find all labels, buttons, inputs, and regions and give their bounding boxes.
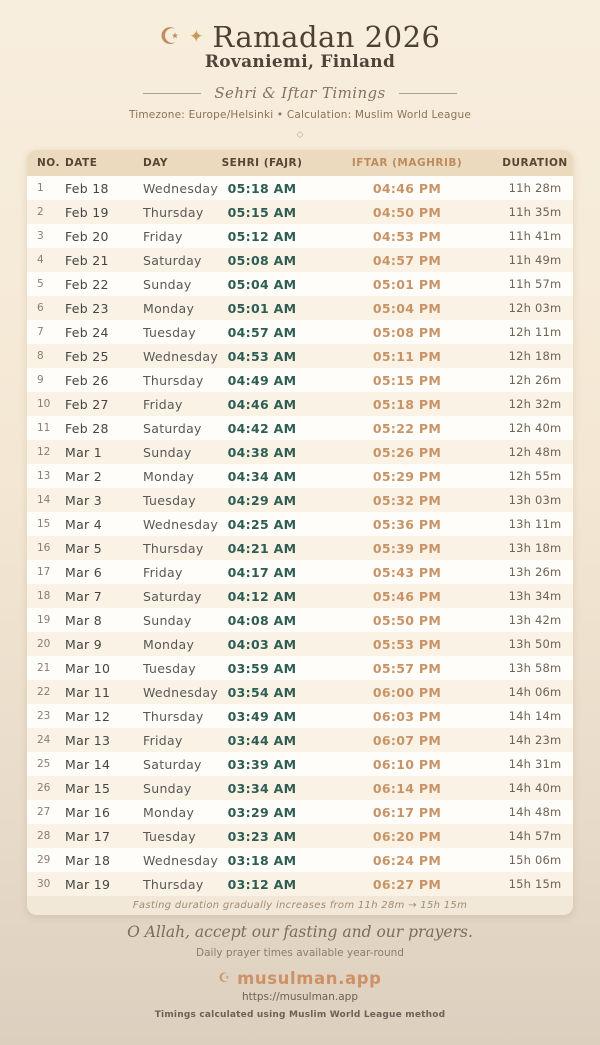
table-row [27,368,573,392]
row-day: Monday [143,636,195,652]
row-sehri-time: 04:12 AM [227,588,297,604]
row-day: Friday [143,732,183,748]
brand-row [0,969,600,989]
row-no: 19 [37,614,51,626]
row-no: 24 [37,734,51,746]
row-duration: 12h 03m [508,301,562,315]
row-date: Mar 12 [65,708,111,724]
row-day: Sunday [143,444,192,460]
star-icon: ✦ [189,27,204,47]
row-date: Mar 6 [65,564,103,580]
row-sehri-time: 05:04 AM [227,276,297,292]
row-date: Mar 9 [65,636,103,652]
row-sehri-time: 04:29 AM [227,492,297,508]
row-duration: 11h 41m [508,229,562,243]
row-no: 12 [37,446,51,458]
row-day: Monday [143,804,195,820]
calculation-method-note: Timings calculated using Muslim World League method [154,1010,446,1020]
availability-text: Daily prayer times available year-round [196,947,404,959]
row-duration: 14h 23m [508,733,562,747]
row-date: Mar 18 [65,852,111,868]
row-iftar-time: 05:04 PM [372,300,442,316]
column-header-sehri: SEHRI (FAJR) [221,157,303,169]
row-day: Wednesday [143,180,219,196]
row-iftar-time: 05:26 PM [372,444,442,460]
row-sehri-time: 04:53 AM [227,348,297,364]
table-row [27,824,573,848]
row-sehri-time: 03:54 AM [227,684,297,700]
row-day: Tuesday [143,492,196,508]
row-duration: 12h 55m [508,469,562,483]
column-header-duration: DURATION [502,157,568,169]
timezone-calculation-meta: Timezone: Europe/Helsinki • Calculation: Muslim World League [128,109,472,121]
table-body [27,176,573,896]
timings-table-card [27,150,573,915]
location-subtitle: Rovaniemi, Finland [204,52,396,72]
row-iftar-time: 05:53 PM [372,636,442,652]
row-day: Monday [143,468,195,484]
row-date: Feb 27 [65,396,109,412]
table-row [27,752,573,776]
row-sehri-time: 04:25 AM [227,516,297,532]
row-sehri-time: 05:08 AM [227,252,297,268]
row-iftar-time: 06:14 PM [372,780,442,796]
row-no: 25 [37,758,51,770]
row-no: 1 [37,182,44,194]
row-sehri-time: 04:03 AM [227,636,297,652]
table-row [27,488,573,512]
section-subtitle-row [0,84,600,102]
row-sehri-time: 03:44 AM [227,732,297,748]
row-day: Wednesday [143,852,219,868]
table-row [27,296,573,320]
row-no: 4 [37,254,44,266]
row-iftar-time: 05:01 PM [372,276,442,292]
row-iftar-time: 05:29 PM [372,468,442,484]
row-duration: 14h 14m [508,709,562,723]
row-day: Saturday [143,252,202,268]
row-duration: 13h 34m [508,589,562,603]
row-duration: 13h 50m [508,637,562,651]
row-sehri-time: 03:59 AM [227,660,297,676]
row-iftar-time: 06:17 PM [372,804,442,820]
row-duration: 11h 49m [508,253,562,267]
row-day: Tuesday [143,828,196,844]
row-iftar-time: 05:32 PM [372,492,442,508]
row-sehri-time: 04:08 AM [227,612,297,628]
row-day: Thursday [143,372,204,388]
row-day: Saturday [143,756,202,772]
row-duration: 14h 40m [508,781,562,795]
row-duration: 12h 48m [508,445,562,459]
row-iftar-time: 06:10 PM [372,756,442,772]
row-sehri-time: 04:42 AM [227,420,297,436]
row-duration: 14h 31m [508,757,562,771]
table-row [27,200,573,224]
row-date: Feb 20 [65,228,109,244]
row-day: Thursday [143,876,204,892]
column-header-iftar: IFTAR (MAGHRIB) [351,157,463,169]
table-row [27,536,573,560]
column-header-date: DATE [65,157,98,169]
table-row [27,656,573,680]
row-iftar-time: 04:46 PM [372,180,442,196]
row-no: 21 [37,662,51,674]
row-date: Feb 25 [65,348,109,364]
row-iftar-time: 06:00 PM [372,684,442,700]
row-sehri-time: 03:34 AM [227,780,297,796]
dua-text: O Allah, accept our fasting and our prayers. [127,923,473,941]
row-date: Mar 3 [65,492,103,508]
row-sehri-time: 04:46 AM [227,396,297,412]
brand-url: https://musulman.app [242,991,358,1003]
row-sehri-time: 03:39 AM [227,756,297,772]
row-sehri-time: 03:23 AM [227,828,297,844]
row-iftar-time: 05:57 PM [372,660,442,676]
table-row [27,344,573,368]
row-iftar-time: 05:39 PM [372,540,442,556]
row-date: Feb 28 [65,420,109,436]
brand-name: musulman.app [237,969,382,988]
table-row [27,392,573,416]
diamond-separator-icon: ◇ [296,130,304,140]
row-duration: 13h 03m [508,493,562,507]
row-duration: 12h 18m [508,349,562,363]
row-sehri-time: 05:01 AM [227,300,297,316]
row-no: 17 [37,566,51,578]
row-sehri-time: 04:17 AM [227,564,297,580]
row-date: Mar 1 [65,444,103,460]
row-no: 6 [37,302,44,314]
row-duration: 12h 32m [508,397,562,411]
row-iftar-time: 05:43 PM [372,564,442,580]
row-no: 26 [37,782,51,794]
row-date: Mar 16 [65,804,111,820]
row-day: Sunday [143,276,192,292]
row-day: Saturday [143,588,202,604]
row-sehri-time: 04:49 AM [227,372,297,388]
row-date: Feb 18 [65,180,109,196]
table-row [27,440,573,464]
divider-line-left [143,93,201,94]
column-header-day: DAY [143,157,168,169]
table-row [27,608,573,632]
row-iftar-time: 06:27 PM [372,876,442,892]
row-duration: 13h 58m [508,661,562,675]
row-iftar-time: 06:24 PM [372,852,442,868]
row-no: 13 [37,470,51,482]
row-date: Mar 15 [65,780,111,796]
row-iftar-time: 05:11 PM [372,348,442,364]
row-no: 27 [37,806,51,818]
table-row [27,464,573,488]
row-no: 2 [37,206,44,218]
table-row [27,872,573,896]
row-iftar-time: 06:03 PM [372,708,442,724]
row-duration: 14h 57m [508,829,562,843]
table-row [27,320,573,344]
row-sehri-time: 03:12 AM [227,876,297,892]
row-no: 29 [37,854,51,866]
table-row [27,680,573,704]
fasting-duration-note: Fasting duration gradually increases from 11h 28m → 15h 15m [27,896,573,915]
table-row [27,728,573,752]
table-row [27,848,573,872]
row-iftar-time: 05:36 PM [372,516,442,532]
row-no: 23 [37,710,51,722]
table-row [27,512,573,536]
row-date: Mar 7 [65,588,103,604]
row-duration: 11h 28m [508,181,562,195]
row-day: Tuesday [143,660,196,676]
row-no: 10 [37,398,51,410]
row-day: Wednesday [143,348,219,364]
row-date: Mar 11 [65,684,111,700]
row-date: Feb 24 [65,324,109,340]
row-day: Tuesday [143,324,196,340]
row-day: Sunday [143,612,192,628]
row-duration: 11h 57m [508,277,562,291]
table-row [27,704,573,728]
row-day: Sunday [143,780,192,796]
row-date: Feb 23 [65,300,109,316]
row-date: Feb 26 [65,372,109,388]
row-day: Thursday [143,540,204,556]
row-no: 11 [37,422,51,434]
row-iftar-time: 05:15 PM [372,372,442,388]
row-duration: 12h 40m [508,421,562,435]
row-sehri-time: 05:18 AM [227,180,297,196]
row-day: Friday [143,564,183,580]
table-row [27,560,573,584]
row-no: 22 [37,686,51,698]
row-date: Mar 19 [65,876,111,892]
row-day: Monday [143,300,195,316]
row-day: Friday [143,228,183,244]
table-row [27,272,573,296]
row-day: Thursday [143,204,204,220]
row-iftar-time: 06:20 PM [372,828,442,844]
row-date: Mar 14 [65,756,111,772]
row-iftar-time: 06:07 PM [372,732,442,748]
row-duration: 15h 06m [508,853,562,867]
row-no: 15 [37,518,51,530]
row-duration: 13h 11m [508,517,562,531]
row-date: Mar 4 [65,516,103,532]
row-iftar-time: 04:57 PM [372,252,442,268]
row-day: Saturday [143,420,202,436]
page-header [0,0,600,141]
row-sehri-time: 03:18 AM [227,852,297,868]
row-duration: 13h 26m [508,565,562,579]
table-row [27,176,573,200]
row-sehri-time: 03:49 AM [227,708,297,724]
row-date: Feb 21 [65,252,109,268]
row-duration: 12h 26m [508,373,562,387]
row-no: 8 [37,350,44,362]
row-sehri-time: 04:21 AM [227,540,297,556]
row-sehri-time: 05:15 AM [227,204,297,220]
row-date: Mar 5 [65,540,103,556]
row-no: 30 [37,878,51,890]
table-row [27,632,573,656]
row-date: Mar 10 [65,660,111,676]
row-day: Friday [143,396,183,412]
table-header-row [27,150,573,176]
row-duration: 14h 06m [508,685,562,699]
row-iftar-time: 05:46 PM [372,588,442,604]
row-iftar-time: 05:50 PM [372,612,442,628]
table-row [27,584,573,608]
row-date: Feb 19 [65,204,109,220]
row-sehri-time: 04:34 AM [227,468,297,484]
brand-crescent-icon: ☪ [218,971,231,986]
row-duration: 13h 18m [508,541,562,555]
table-row [27,800,573,824]
row-sehri-time: 04:57 AM [227,324,297,340]
row-iftar-time: 04:53 PM [372,228,442,244]
row-date: Mar 13 [65,732,111,748]
table-row [27,224,573,248]
crescent-moon-icon: ☪ [159,24,181,50]
row-sehri-time: 05:12 AM [227,228,297,244]
page-footer [0,923,600,1021]
table-row [27,416,573,440]
row-day: Wednesday [143,516,219,532]
table-row [27,248,573,272]
row-no: 28 [37,830,51,842]
row-iftar-time: 05:18 PM [372,396,442,412]
row-date: Mar 2 [65,468,103,484]
row-duration: 14h 48m [508,805,562,819]
row-date: Feb 22 [65,276,109,292]
row-iftar-time: 04:50 PM [372,204,442,220]
row-no: 18 [37,590,51,602]
row-no: 7 [37,326,44,338]
row-iftar-time: 05:22 PM [372,420,442,436]
row-duration: 13h 42m [508,613,562,627]
row-duration: 15h 15m [508,877,562,891]
row-day: Wednesday [143,684,219,700]
row-duration: 11h 35m [508,205,562,219]
section-subtitle: Sehri & Iftar Timings [214,84,386,102]
title-row [0,20,600,54]
row-sehri-time: 04:38 AM [227,444,297,460]
row-no: 5 [37,278,44,290]
table-row [27,776,573,800]
row-no: 20 [37,638,51,650]
row-no: 16 [37,542,51,554]
row-iftar-time: 05:08 PM [372,324,442,340]
page-title: Ramadan 2026 [212,20,441,54]
column-header-no: NO. [37,157,60,169]
row-date: Mar 8 [65,612,103,628]
row-sehri-time: 03:29 AM [227,804,297,820]
row-day: Thursday [143,708,204,724]
divider-line-right [399,93,457,94]
row-date: Mar 17 [65,828,111,844]
row-no: 14 [37,494,51,506]
row-no: 3 [37,230,44,242]
row-no: 9 [37,374,44,386]
row-duration: 12h 11m [508,325,562,339]
